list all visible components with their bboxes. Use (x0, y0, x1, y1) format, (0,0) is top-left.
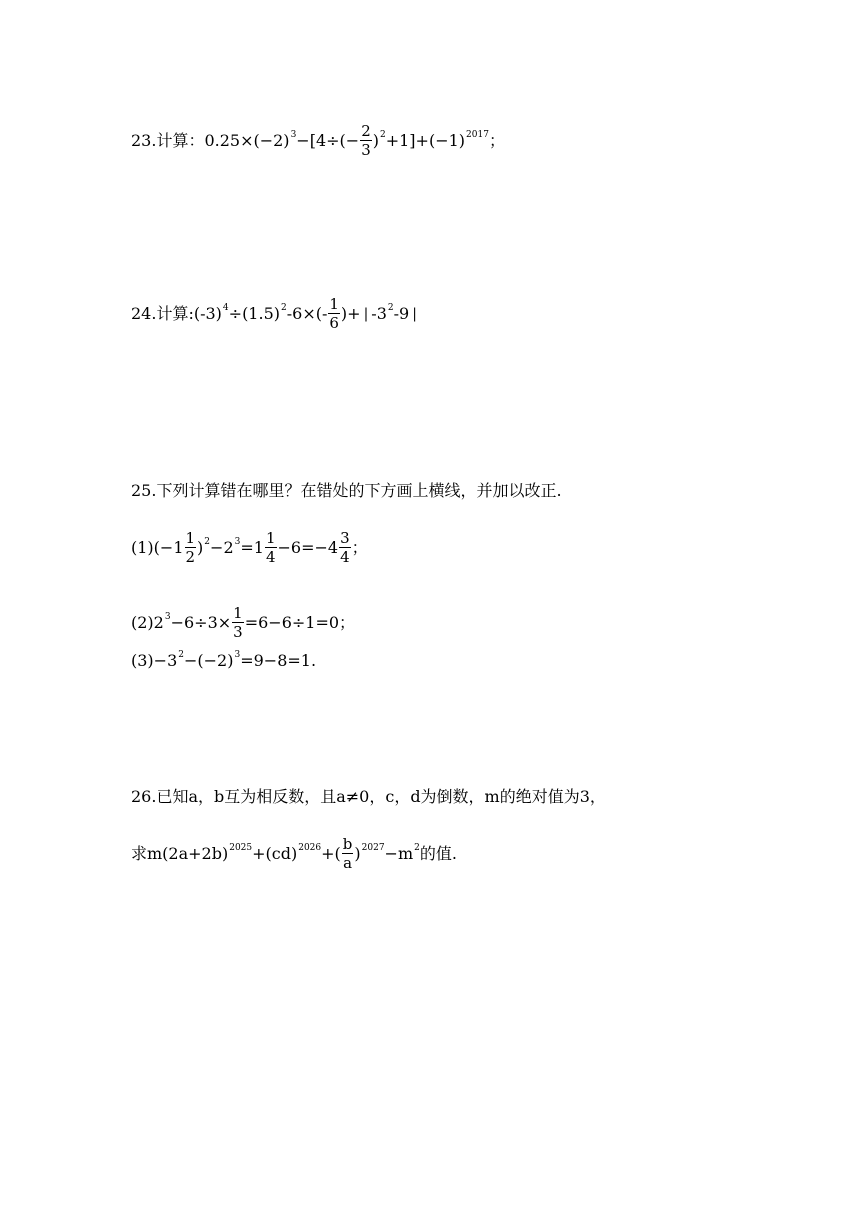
q25-title-text: 25.下列计算错在哪里？在错处的下方画上横线，并加以改正. (131, 481, 562, 500)
question-26-line-1 (131, 787, 606, 807)
q26-text-a: 求m(2a+2b) (131, 843, 229, 863)
q24-fraction-numerator: 1 (329, 295, 339, 313)
q23-text-2: −[4÷(− (296, 130, 360, 150)
q24-text-3: -6×(- (286, 303, 328, 323)
q24-abs-right-bar: | (412, 305, 417, 322)
q25-3-exponent-2: 3 (234, 650, 241, 660)
q26-exponent-4: 2 (414, 842, 420, 853)
q25-1-fraction-1 (185, 529, 197, 566)
q25-3-text-c: =9−8=1. (240, 651, 317, 670)
q24-text-1: 24.计算:(-3) (131, 303, 222, 323)
q25-1-fraction-2-denominator: 4 (265, 548, 276, 566)
q25-3-exponent-1: 2 (178, 650, 184, 660)
q26-text-d: ) (354, 843, 361, 863)
q24-exponent-3: 2 (387, 302, 394, 313)
q25-1-fraction-1-numerator: 1 (185, 529, 196, 547)
q25-3-text-b: −(−2) (183, 651, 234, 670)
q23-fraction (360, 122, 372, 159)
q25-1-tail: ； (351, 537, 368, 557)
q25-2-fraction (232, 604, 244, 641)
q23-text-3: ) (372, 130, 379, 150)
q25-2-fraction-denominator: 3 (233, 623, 243, 641)
q26-exponent-2: 2026 (298, 842, 322, 853)
question-26-line-2 (131, 835, 457, 872)
q23-fraction-numerator: 2 (361, 122, 371, 140)
q26-exponent-1: 2025 (229, 842, 253, 853)
q26-text-c: +( (321, 843, 341, 863)
q23-exponent-2: 2 (379, 129, 386, 140)
q25-1-text-a: (1)(−1 (131, 537, 184, 557)
q24-text-2: ÷(1.5) (228, 303, 280, 323)
q26-exponent-3: 2027 (361, 842, 385, 853)
q25-1-text-d: =1 (240, 537, 264, 557)
q25-1-fraction-2-numerator: 1 (265, 529, 276, 547)
q23-text-4: +1]+(−1) (385, 130, 466, 150)
q25-2-text-b: −6÷3× (170, 612, 232, 632)
q24-text-4: )+ (340, 303, 361, 323)
q25-1-fraction-3-numerator: 3 (340, 529, 350, 547)
question-25-item-1 (131, 529, 368, 566)
q25-2-text-a: (2)2 (131, 612, 164, 632)
q23-exponent-1: 3 (290, 129, 297, 140)
question-25-item-3 (131, 651, 316, 671)
q26-text-b: +(cd) (252, 843, 298, 863)
q25-2-exponent-1: 3 (164, 611, 171, 622)
q24-abs-content: -3 (371, 303, 387, 323)
q24-abs-left-bar: | (363, 305, 369, 322)
q24-fraction (328, 295, 340, 332)
q26-fraction (342, 835, 354, 872)
q25-1-text-e: −6=−4 (277, 537, 339, 557)
q25-1-text-b: ) (197, 537, 204, 557)
q23-exponent-3: 2017 (466, 129, 489, 140)
q25-1-fraction-3-denominator: 4 (340, 548, 350, 566)
q26-fraction-numerator: b (342, 835, 353, 853)
q26-line-1-text: 26.已知a，b互为相反数，且a≠0，c，d为倒数，m的绝对值为3， (131, 787, 606, 806)
q25-1-fraction-1-denominator: 2 (185, 548, 196, 566)
q25-1-fraction-3 (339, 529, 351, 566)
q25-2-fraction-numerator: 1 (233, 604, 243, 622)
q25-1-text-c: −2 (210, 537, 234, 557)
q23-text-1: 23.计算：0.25×(−2) (131, 130, 290, 150)
question-23 (131, 122, 505, 159)
q25-2-text-c: =6−6÷1=0； (244, 612, 356, 632)
question-25-item-2 (131, 604, 355, 641)
q25-1-exponent-2: 3 (234, 536, 241, 547)
q24-fraction-denominator: 6 (329, 314, 339, 332)
q25-1-exponent-1: 2 (204, 536, 211, 547)
q24-exponent-1: 4 (222, 302, 229, 313)
q26-fraction-denominator: a (343, 854, 353, 872)
q24-abs-tail: -9 (393, 303, 410, 323)
question-25-title (131, 481, 562, 501)
q24-exponent-2: 2 (281, 302, 287, 313)
q26-text-e: −m (384, 843, 414, 863)
q25-1-fraction-2 (265, 529, 277, 566)
question-24 (131, 295, 420, 332)
q26-tail: 的值. (419, 843, 457, 863)
q23-fraction-denominator: 3 (361, 141, 371, 159)
q23-tail: ； (488, 130, 505, 150)
q25-3-text-a: (3)−3 (131, 651, 178, 670)
